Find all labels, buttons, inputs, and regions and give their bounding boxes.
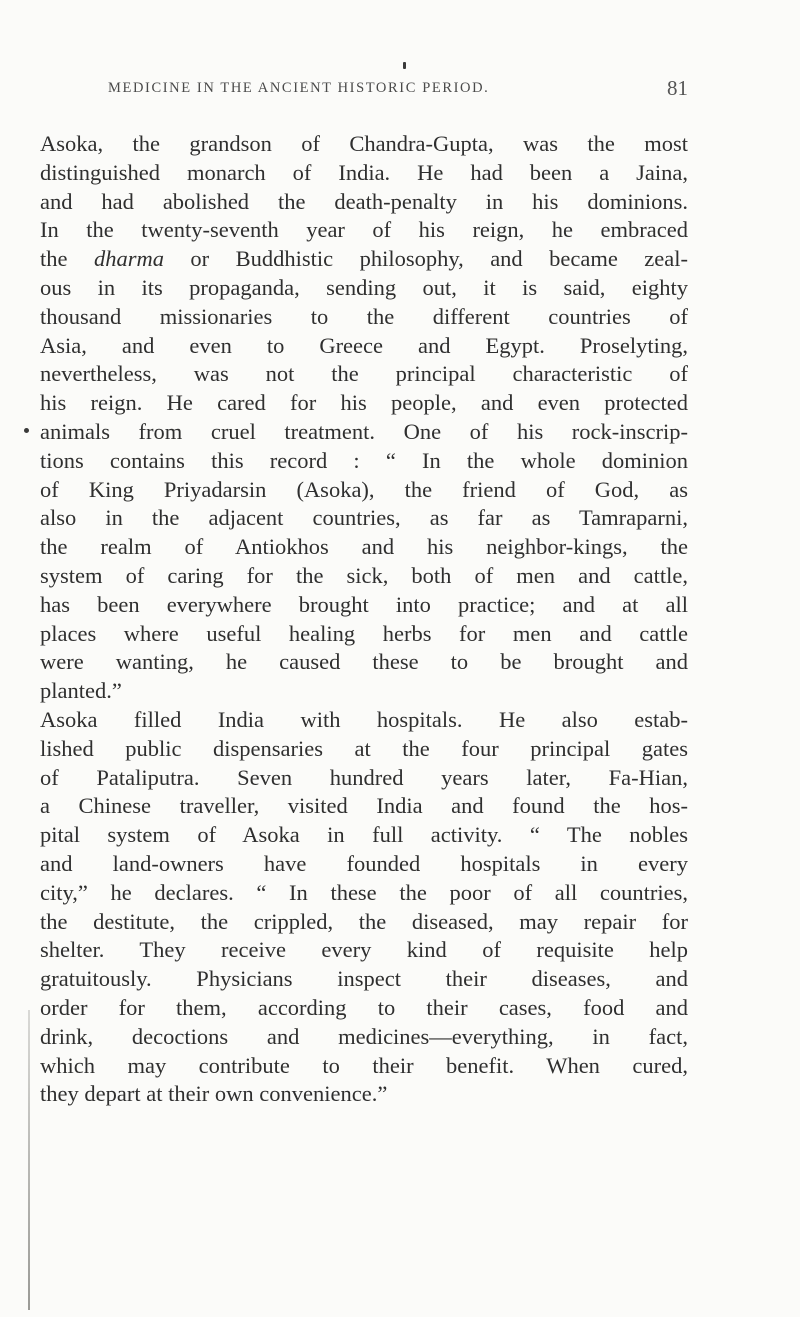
text-line: planted.” — [40, 678, 122, 704]
page-header — [108, 76, 688, 108]
text-line: system of caring for the sick, both of men and cattle, — [40, 562, 688, 588]
text-line: Asoka filled India with hospitals. He also estab- — [40, 706, 688, 732]
text-line: his reign. He cared for his people, and even protected — [40, 390, 688, 416]
text-line: the realm of Antiokhos and his neighbor-kings, the — [40, 534, 688, 560]
page-number: 81 — [667, 76, 688, 100]
text-line: and had abolished the death-penalty in his dominions. — [40, 188, 688, 214]
text-line: of Pataliputra. Seven hundred years later, Fa-Hian, — [40, 764, 688, 790]
text-line: tions contains this record : “ In the whole dominion — [40, 447, 688, 473]
text-line: ous in its propaganda, sending out, it is said, eighty — [40, 274, 688, 300]
text-line: pital system of Asoka in full activity. “ The nobles — [40, 822, 688, 848]
text-line: distinguished monarch of India. He had been a Jaina, — [40, 159, 688, 185]
text-line: thousand missionaries to the different countries of — [40, 303, 688, 329]
binding-shadow — [28, 1010, 30, 1310]
text-line: nevertheless, was not the principal characteristic of — [40, 361, 688, 387]
text-line: a Chinese traveller, visited India and found the hos- — [40, 793, 688, 819]
text-line: and land-owners have founded hospitals in every — [40, 850, 688, 876]
text-line: of King Priyadarsin (Asoka), the friend of God, as — [40, 476, 688, 502]
text-line: order for them, according to their cases, food and — [40, 994, 688, 1020]
text-line: which may contribute to their benefit. When cured, — [40, 1052, 688, 1078]
text-line: city,” he declares. “ In these the poor of all countries, — [40, 879, 688, 905]
text-line: also in the adjacent countries, as far as Tamraparni, — [40, 505, 688, 531]
ink-speck — [403, 62, 406, 69]
text-line: gratuitously. Physicians inspect their diseases, and — [40, 966, 688, 992]
paragraph — [40, 706, 688, 1109]
body-text — [40, 130, 688, 1109]
text-line: lished public dispensaries at the four principal gates — [40, 735, 688, 761]
text-line: Asia, and even to Greece and Egypt. Proselyting, — [40, 332, 688, 358]
text-line: Asoka, the grandson of Chandra-Gupta, was the most — [40, 131, 688, 156]
text-line: the dharma or Buddhistic philosophy, and became zeal- — [40, 246, 688, 272]
italic-term: dharma — [93, 246, 164, 272]
text-line: has been everywhere brought into practice; and at all — [40, 591, 688, 617]
margin-dot — [24, 428, 29, 433]
paragraph — [40, 130, 688, 706]
text-line: In the twenty-seventh year of his reign, he embraced — [40, 217, 688, 243]
text-line: shelter. They receive every kind of requisite help — [40, 937, 688, 963]
text-line: they depart at their own convenience.” — [40, 1081, 388, 1107]
running-head: MEDICINE IN THE ANCIENT HISTORIC PERIOD. — [108, 80, 490, 96]
text-line: drink, decoctions and medicines—everything, in fact, — [40, 1023, 688, 1049]
text-line: places where useful healing herbs for men and cattle — [40, 620, 688, 646]
text-line: the destitute, the crippled, the diseased, may repair for — [40, 908, 688, 934]
text-line: were wanting, he caused these to be brought and — [40, 649, 688, 675]
text-line: animals from cruel treatment. One of his rock-inscrip- — [40, 418, 688, 444]
